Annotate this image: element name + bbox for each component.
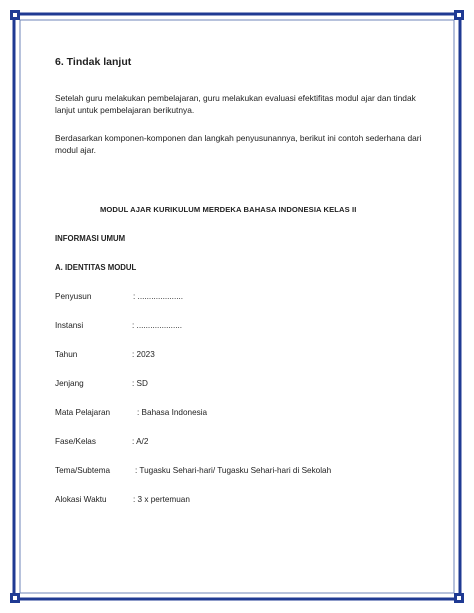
field-tema-subtema xyxy=(55,466,425,478)
field-value: : .................... xyxy=(133,292,184,301)
info-heading: INFORMASI UMUM xyxy=(55,234,126,243)
field-label: Penyusun xyxy=(55,292,92,301)
field-alokasi-waktu xyxy=(55,495,425,507)
section-heading: 6. Tindak lanjut xyxy=(55,56,132,68)
field-jenjang xyxy=(55,379,425,391)
field-label: Instansi xyxy=(55,321,84,330)
field-penyusun xyxy=(55,292,425,304)
field-mata-pelajaran xyxy=(55,408,425,420)
field-label: Mata Pelajaran xyxy=(55,408,111,417)
field-value: : SD xyxy=(132,379,148,388)
field-value: : .................... xyxy=(132,321,183,330)
field-fase-kelas xyxy=(55,437,425,449)
paragraph-evaluation: Setelah guru melakukan pembelajaran, guru melakukan evaluasi efektifitas modul ajar dan tindak lanjut untuk pembelajaran berikutnya. xyxy=(55,93,416,115)
field-tahun xyxy=(55,350,425,362)
paragraph-example-intro: Berdasarkan komponen-komponen dan langkah penyusunannya, berikut ini contoh sederhana dari modul ajar. xyxy=(55,133,422,155)
field-label: Jenjang xyxy=(55,379,84,388)
identitas-heading: A. IDENTITAS MODUL xyxy=(55,263,137,272)
field-label: Fase/Kelas xyxy=(55,437,96,446)
field-label: Tahun xyxy=(55,350,78,359)
field-label: Tema/Subtema xyxy=(55,466,111,475)
field-instansi xyxy=(55,321,425,333)
field-value: : Bahasa Indonesia xyxy=(137,408,208,417)
field-value: : 2023 xyxy=(132,350,155,359)
field-label: Alokasi Waktu xyxy=(55,495,107,504)
field-value: : Tugasku Sehari-hari/ Tugasku Sehari-hari di Sekolah xyxy=(135,466,332,475)
field-value: : 3 x pertemuan xyxy=(133,495,190,504)
field-value: : A/2 xyxy=(132,437,149,446)
module-title: MODUL AJAR KURIKULUM MERDEKA BAHASA INDONESIA KELAS II xyxy=(100,205,357,214)
